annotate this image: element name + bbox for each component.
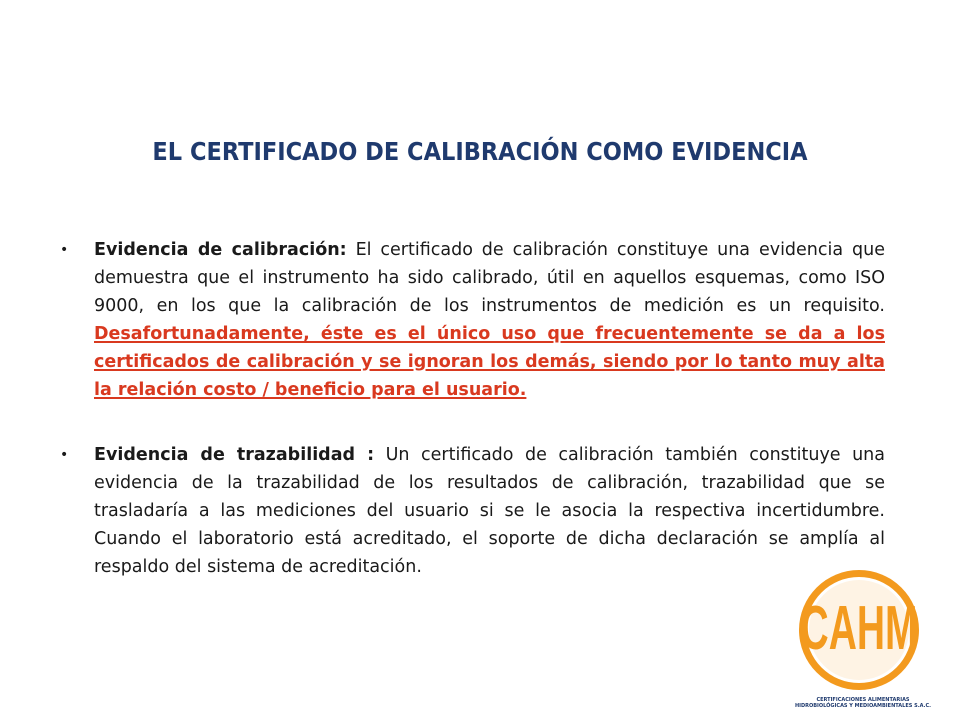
bullet-marker: • [60,447,69,463]
logo-wordmark: CAHM [800,593,918,664]
cahm-logo [788,567,938,717]
bullet-marker: • [60,242,69,258]
slide-title: EL CERTIFICADO DE CALIBRACIÓN COMO EVIDENCIA [152,137,808,166]
cahm-logo-mark [788,567,938,697]
bullet-lead: Evidencia de calibración: [94,240,347,260]
bullet-highlight: Desafortunadamente, éste es el único uso que frecuentemente se da a los certificados de calibración y se ignoran los demás, siendo por lo tanto muy alta la relación costo / beneficio para el usuario. [94,324,885,400]
bullet-text: Un certificado de calibración también constituye una evidencia de la trazabilidad de los resultados de calibración, trazabilidad que se trasladaría a las mediciones del usuario si se le asocia la respectiva incertidumbre. Cuando el laboratorio está acreditado, el soporte de dicha declaración se amplía al respaldo del sistema de acreditación. [94,445,885,577]
bullet-calibration-evidence [60,236,885,404]
bullet-list [60,236,885,581]
bullet-body [94,236,885,404]
bullet-traceability-evidence [60,441,885,581]
bullet-body [94,441,885,581]
bullet-lead: Evidencia de trazabilidad : [94,445,375,465]
logo-subtitle [788,697,938,709]
bullet-text: El certificado de calibración constituye una evidencia que demuestra que el instrumento ha sido calibrado, útil en aquellos esquemas, como ISO 9000, en los que la calibración de los instrumentos de medición es un requisito. [94,240,885,316]
logo-subtitle-line1: CERTIFICACIONES ALIMENTARIAS [816,697,910,703]
logo-subtitle-line2: HIDROBIOLÓGICAS Y MEDIOAMBIENTALES S.A.C. [794,703,932,709]
